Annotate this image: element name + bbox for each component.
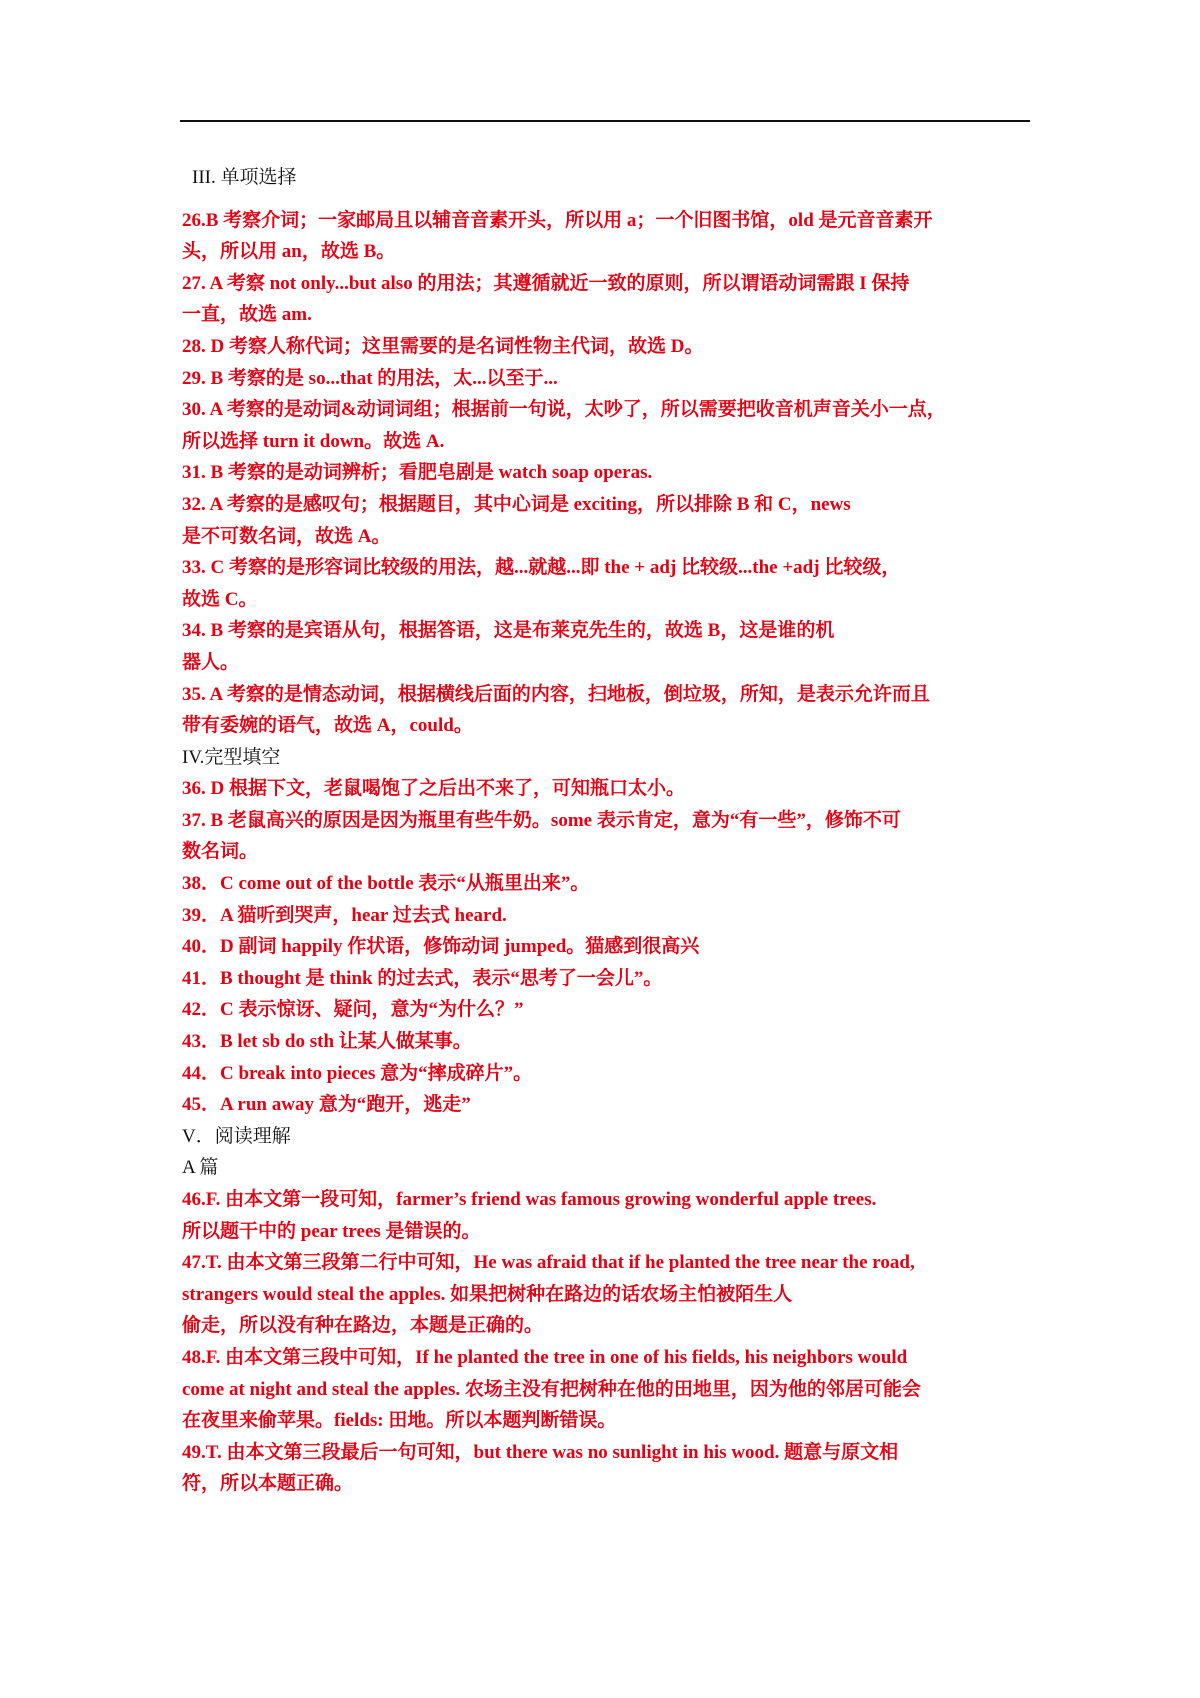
answer-line: 45．A run away 意为“跑开，逃走”: [182, 1094, 471, 1116]
answer-line: 44．C break into pieces 意为“摔成碎片”。: [182, 1062, 533, 1084]
answer-line: 49.T. 由本文第三段最后一句可知，but there was no sunlight in his wood. 题意与原文相: [182, 1441, 899, 1463]
answer-line: 40．D 副词 happily 作状语，修饰动词 jumped。猫感到很高兴: [182, 936, 700, 958]
answer-line: 31. B 考察的是动词辨析；看肥皂剧是 watch soap operas.: [182, 462, 653, 484]
answer-line: 一直，故选 am.: [182, 304, 312, 326]
answer-line: 28. D 考察人称代词；这里需要的是名词性物主代词，故选 D。: [182, 335, 704, 357]
answer-line: 30. A 考察的是动词&动词词组；根据前一句说，太吵了，所以需要把收音机声音关小一点，: [182, 399, 946, 421]
answer-key-content: [182, 162, 1030, 1500]
answer-line: 数名词。: [182, 841, 259, 863]
answer-line: 34. B 考察的是宾语从句，根据答语，这是布莱克先生的，故选 B，这是谁的机: [182, 620, 835, 642]
answer-line: 在夜里来偷苹果。fields: 田地。所以本题判断错误。: [182, 1410, 617, 1432]
answer-line: come at night and steal the apples. 农场主没有把树种在他的田地里，因为他的邻居可能会: [182, 1378, 921, 1400]
answer-line: 是不可数名词，故选 A。: [182, 525, 391, 547]
answer-line: 所以题干中的 pear trees 是错误的。: [182, 1220, 481, 1242]
answer-line: 35. A 考察的是情态动词，根据横线后面的内容，扫地板，倒垃圾，所知，是表示允许而且: [182, 683, 930, 705]
answer-line: 26.B 考察介词；一家邮局且以辅音音素开头，所以用 a；一个旧图书馆，old 是元音音素开: [182, 209, 933, 231]
answer-line: 符，所以本题正确。: [182, 1473, 354, 1495]
answer-line: 器人。: [182, 651, 240, 673]
answer-line: 38．C come out of the bottle 表示“从瓶里出来”。: [182, 873, 590, 895]
answer-line: strangers would steal the apples. 如果把树种在路边的话农场主怕被陌生人: [182, 1283, 793, 1305]
section-3-answers: [182, 205, 1030, 742]
answer-line: 27. A 考察 not only...but also 的用法；其遵循就近一致的原则，所以谓语动词需跟 I 保持: [182, 272, 910, 294]
answer-line: 48.F. 由本文第三段中可知，If he planted the tree in one of his fields, his neighbors would: [182, 1346, 908, 1368]
section-3-title: III. 单项选择: [192, 167, 297, 188]
answer-line: 29. B 考察的是 so...that 的用法，太...以至于...: [182, 367, 558, 389]
answer-line: 43．B let sb do sth 让某人做某事。: [182, 1031, 472, 1053]
answer-line: 32. A 考察的是感叹句；根据题目，其中心词是 exciting，所以排除 B 和 C，news: [182, 493, 851, 515]
section-4-title: IV.完型填空: [182, 746, 281, 768]
answer-line: 故选 C。: [182, 588, 258, 610]
answer-line: 头，所以用 an，故选 B。: [182, 241, 396, 263]
section-5-answers: [182, 1184, 1030, 1500]
section-5-title: V．阅读理解: [182, 1125, 291, 1147]
answer-line: 42．C 表示惊讶、疑问，意为“为什么？”: [182, 999, 524, 1021]
answer-line: 46.F. 由本文第一段可知，farmer’s friend was famous growing wonderful apple trees.: [182, 1189, 877, 1210]
answer-line: 37. B 老鼠高兴的原因是因为瓶里有些牛奶。some 表示肯定，意为“有一些”，修饰不可: [182, 809, 901, 831]
answer-line: 所以选择 turn it down。故选 A.: [182, 430, 445, 452]
answer-line: 47.T. 由本文第三段第二行中可知，He was afraid that if he planted the tree near the road,: [182, 1252, 915, 1274]
section-5-subtitle: A 篇: [182, 1157, 219, 1179]
answer-line: 39．A 猫听到哭声，hear 过去式 heard.: [182, 904, 507, 926]
header-rule: [180, 120, 1030, 122]
answer-line: 带有委婉的语气，故选 A，could。: [182, 715, 473, 737]
answer-line: 偷走，所以没有种在路边，本题是正确的。: [182, 1315, 544, 1337]
answer-line: 33. C 考察的是形容词比较级的用法，越...就越...即 the + adj 比较级...the +adj 比较级，: [182, 557, 901, 579]
answer-line: 36. D 根据下文，老鼠喝饱了之后出不来了，可知瓶口太小。: [182, 778, 685, 800]
section-4-answers: [182, 773, 1030, 1121]
answer-line: 41．B thought 是 think 的过去式，表示“思考了一会儿”。: [182, 967, 663, 989]
